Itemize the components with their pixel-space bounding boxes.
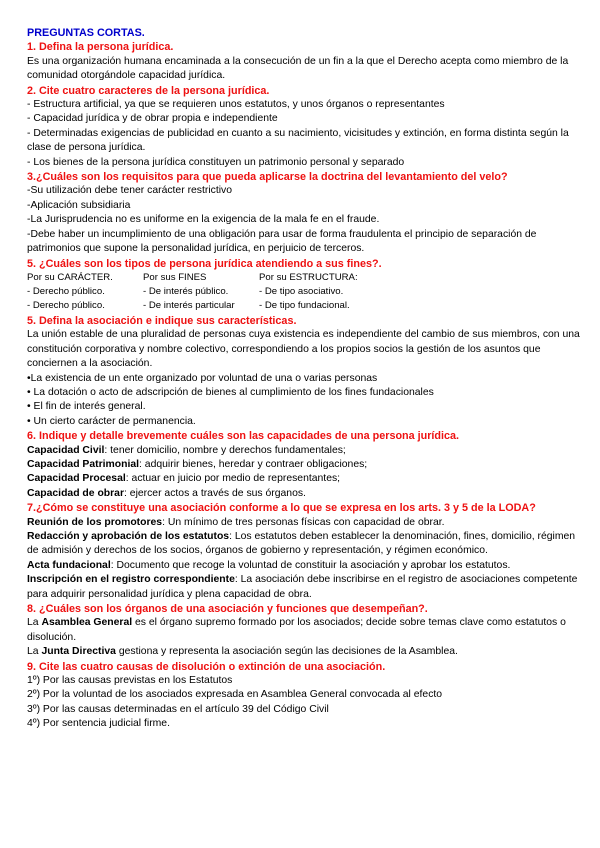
capacity-item — [27, 458, 587, 472]
column-heading: Por su ESTRUCTURA: — [259, 271, 358, 283]
organ-text: gestiona y representa la asociación según las decisiones de la Asamblea. — [115, 646, 458, 658]
answer-5b: La unión estable de una pluralidad de personas cuya existencia es independiente del cambio de sus miembros, con una constitución corporativa y nombre colectivo, correspondiendo a los propios socios la gestión de los asuntos que conciernen a la asociación. — [27, 329, 580, 370]
answer-5b-item: • El fin de interés general. — [27, 401, 146, 413]
capacity-term: Capacidad de obrar — [27, 487, 125, 499]
capacity-term: Capacidad Civil — [27, 444, 105, 456]
capacity-item — [27, 472, 587, 486]
question-3-heading: 3.¿Cuáles son los requisitos para que pueda aplicarse la doctrina del levantamiento del velo? — [27, 171, 508, 184]
answer-1: Es una organización humana encaminada a la consecución de un fin a la que el Derecho acepta como miembro de la comunidad otorgándole capacidad jurídica. — [27, 55, 569, 82]
step-text: : Los estatutos deben establecer la denominación, fines, domicilio, régimen de admisión y derechos de los socios, órganos de gobierno y representación, y régimen económico. — [27, 531, 576, 557]
question-2-heading: 2. Cite cuatro caracteres de la persona jurídica. — [27, 84, 270, 97]
capacity-item — [27, 444, 587, 458]
organ-text: es el órgano supremo formado por los asociados; decide sobre temas clave como estatutos o disolución. — [27, 617, 566, 643]
constitution-step — [27, 530, 587, 559]
answer-3-item: -Su utilización debe tener carácter restrictivo — [27, 185, 233, 197]
column-item: - Derecho público. — [27, 299, 105, 311]
capacity-text: : tener domicilio, nombre y derechos fundamentales; — [104, 444, 346, 456]
answer-3-item: -Debe haber un incumplimiento de una obligación para usar de forma fraudulenta el principio de separación de patrimonios que supone la personalidad jurídica, en perjuicio de terceros. — [27, 228, 537, 255]
answer-5b-item: •La existencia de un ente organizado por voluntad de una o varias personas — [27, 372, 378, 384]
capacity-item — [27, 487, 587, 501]
document-page — [27, 26, 587, 732]
dissolution-cause: 1º) Por las causas previstas en los Estatutos — [27, 675, 233, 687]
constitution-step — [27, 516, 587, 530]
column-heading: Por su CARÁCTER. — [27, 271, 113, 283]
answer-5b-item: • La dotación o acto de adscripción de bienes al cumplimiento de los fines fundacionales — [27, 386, 434, 398]
organ-prefix: La — [27, 646, 42, 658]
question-1-heading: 1. Defina la persona jurídica. — [27, 41, 174, 54]
question-5a-heading: 5. ¿Cuáles son los tipos de persona jurídica atendiendo a sus fines?. — [27, 257, 382, 270]
question-7-heading: 7.¿Cómo se constituye una asociación conforme a lo que se expresa en los arts. 3 y 5 de la LODA? — [27, 502, 536, 515]
question-8-heading: 8. ¿Cuáles son los órganos de una asociación y funciones que desempeñan?. — [27, 603, 428, 616]
column-estructura — [259, 271, 358, 313]
organ-term: Asamblea General — [41, 617, 133, 629]
capacity-text: : ejercer actos a través de sus órganos. — [124, 487, 306, 499]
column-item: - De tipo fundacional. — [259, 299, 350, 311]
organ-asamblea — [27, 616, 587, 645]
answer-2-item: - Capacidad jurídica y de obrar propia e independiente — [27, 113, 278, 125]
step-term: Redacción y aprobación de los estatutos — [27, 531, 230, 542]
column-heading: Por sus FINES — [143, 271, 207, 283]
question-9-heading: 9. Cite las cuatro causas de disolución o extinción de una asociación. — [27, 660, 386, 673]
document-title: PREGUNTAS CORTAS. — [27, 27, 145, 39]
column-item: - De interés particular — [143, 299, 235, 311]
capacity-text: : actuar en juicio por medio de representantes; — [125, 473, 341, 485]
step-term: Inscripción en el registro correspondiente — [27, 574, 235, 586]
organ-junta — [27, 645, 587, 659]
organ-term: Junta Directiva — [41, 646, 116, 658]
question-6-heading: 6. Indique y detalle brevemente cuáles son las capacidades de una persona jurídica. — [27, 430, 460, 443]
dissolution-cause: 4º) Por sentencia judicial firme. — [27, 718, 170, 730]
answer-3-item: -Aplicación subsidiaria — [27, 199, 131, 211]
step-term: Acta fundacional — [27, 559, 111, 571]
answer-5b-item: • Un cierto carácter de permanencia. — [27, 415, 196, 427]
answer-3-item: -La Jurisprudencia no es uniforme en la exigencia de la mala fe en el fraude. — [27, 214, 380, 226]
capacity-term: Capacidad Procesal — [27, 473, 126, 485]
types-columns — [27, 271, 587, 314]
capacity-text: : adquirir bienes, heredar y contraer obligaciones; — [139, 458, 368, 470]
step-text: : Documento que recoge la voluntad de constituir la asociación y aprobar los estatutos. — [110, 559, 511, 571]
step-term: Reunión de los promotores — [27, 516, 163, 528]
column-item: - De interés público. — [143, 285, 229, 297]
column-item: - Derecho público. — [27, 285, 105, 297]
column-item: - De tipo asociativo. — [259, 285, 344, 297]
dissolution-cause: 2º) Por la voluntad de los asociados expresada en Asamblea General convocada al efecto — [27, 689, 443, 701]
answer-2-item: - Los bienes de la persona jurídica constituyen un patrimonio personal y separado — [27, 156, 405, 168]
question-5b-heading: 5. Defina la asociación e indique sus características. — [27, 314, 297, 327]
step-text: : La asociación debe inscribirse en el registro de asociaciones competente para adquirir personalidad jurídica y plena capacidad de obra. — [27, 574, 578, 600]
answer-2-item: - Determinadas exigencias de publicidad en cuanto a su nacimiento, vicisitudes y extinción, en forma distinta según la clase de persona jurídica. — [27, 127, 569, 154]
step-text: : Un mínimo de tres personas físicas con capacidad de obrar. — [162, 516, 445, 528]
answer-2-item: - Estructura artificial, ya que se requieren unos estatutos, y unos órganos o representantes — [27, 99, 445, 111]
column-fines — [143, 271, 235, 313]
organ-prefix: La — [27, 617, 42, 629]
capacity-term: Capacidad Patrimonial — [27, 458, 140, 470]
column-caracter — [27, 271, 113, 313]
constitution-step — [27, 559, 587, 573]
dissolution-cause: 3º) Por las causas determinadas en el artículo 39 del Código Civil — [27, 703, 329, 715]
constitution-step — [27, 573, 587, 602]
